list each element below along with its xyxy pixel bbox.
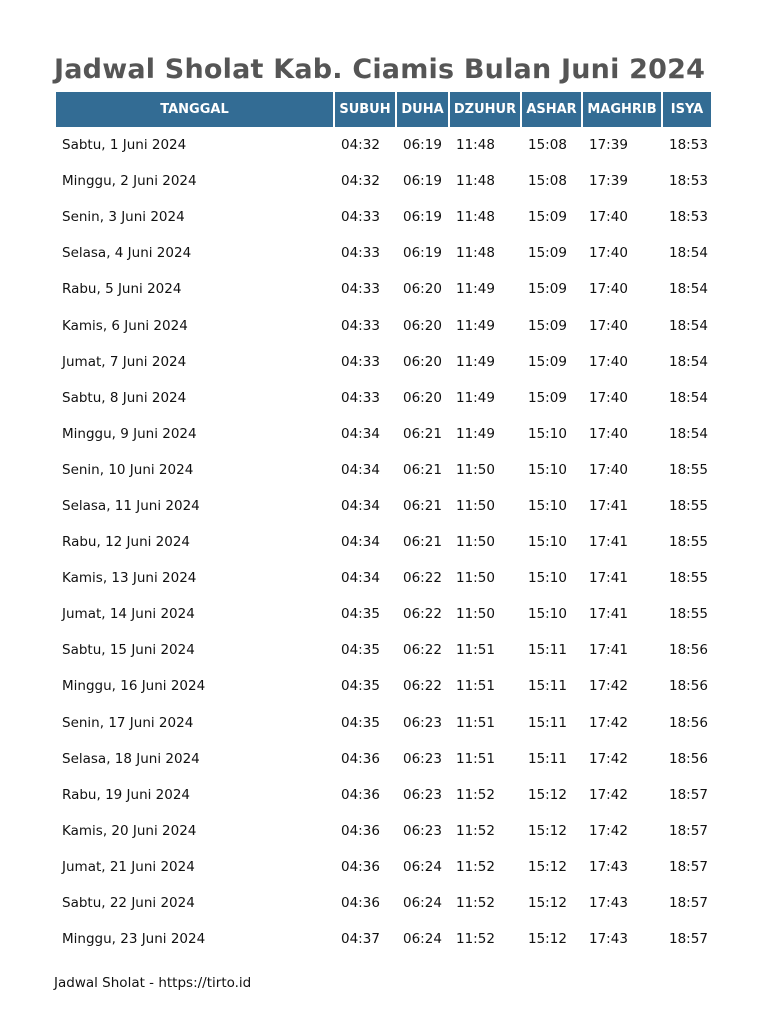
cell-dzuhur: 11:48 [456,245,495,262]
cell-duha: 06:23 [403,714,442,731]
cell-subuh: 04:36 [341,822,380,839]
cell-subuh: 04:35 [341,642,380,659]
page-title: Jadwal Sholat Kab. Ciamis Bulan Juni 2024 [54,54,706,85]
cell-ashar: 15:12 [528,786,567,803]
cell-isya: 18:56 [669,678,708,695]
cell-maghrib: 17:41 [589,570,628,587]
cell-isya: 18:55 [669,497,708,514]
table-row [56,921,711,957]
cell-maghrib: 17:40 [589,425,628,442]
cell-date: Jumat, 21 Juni 2024 [62,858,195,875]
cell-ashar: 15:10 [528,461,567,478]
cell-subuh: 04:34 [341,425,380,442]
table-row [56,163,711,199]
cell-duha: 06:21 [403,425,442,442]
cell-isya: 18:56 [669,714,708,731]
cell-duha: 06:21 [403,497,442,514]
cell-isya: 18:55 [669,534,708,551]
cell-subuh: 04:35 [341,714,380,731]
table-row [56,199,711,235]
cell-maghrib: 17:40 [589,353,628,370]
cell-isya: 18:54 [669,317,708,334]
cell-isya: 18:55 [669,570,708,587]
cell-maghrib: 17:41 [589,534,628,551]
cell-ashar: 15:08 [528,173,567,190]
header-row [56,92,711,127]
cell-dzuhur: 11:50 [456,570,495,587]
cell-isya: 18:56 [669,750,708,767]
cell-dzuhur: 11:49 [456,389,495,406]
cell-dzuhur: 11:52 [456,931,495,948]
cell-isya: 18:53 [669,173,708,190]
cell-date: Jumat, 7 Juni 2024 [62,353,187,370]
cell-isya: 18:53 [669,209,708,226]
cell-date: Rabu, 19 Juni 2024 [62,786,191,803]
cell-subuh: 04:33 [341,317,380,334]
cell-maghrib: 17:40 [589,317,628,334]
cell-subuh: 04:35 [341,606,380,623]
table-row [56,344,711,380]
cell-dzuhur: 11:52 [456,895,495,912]
table-row [56,560,711,596]
cell-date: Sabtu, 15 Juni 2024 [62,642,195,659]
cell-maghrib: 17:41 [589,642,628,659]
cell-maghrib: 17:39 [589,137,628,154]
table-row [56,668,711,704]
cell-maghrib: 17:42 [589,678,628,695]
cell-subuh: 04:36 [341,750,380,767]
cell-subuh: 04:36 [341,786,380,803]
cell-maghrib: 17:41 [589,606,628,623]
cell-ashar: 15:09 [528,317,567,334]
table-row [56,632,711,668]
cell-date: Minggu, 23 Juni 2024 [62,931,206,948]
cell-dzuhur: 11:49 [456,317,495,334]
cell-date: Jumat, 14 Juni 2024 [62,606,195,623]
cell-subuh: 04:34 [341,534,380,551]
cell-duha: 06:20 [403,281,442,298]
cell-duha: 06:22 [403,606,442,623]
cell-isya: 18:53 [669,137,708,154]
cell-subuh: 04:34 [341,461,380,478]
table-row [56,271,711,307]
cell-maghrib: 17:43 [589,895,628,912]
cell-duha: 06:21 [403,461,442,478]
table-row [56,488,711,524]
cell-maghrib: 17:43 [589,858,628,875]
cell-maghrib: 17:42 [589,822,628,839]
cell-dzuhur: 11:48 [456,209,495,226]
cell-duha: 06:20 [403,317,442,334]
table-row [56,127,711,163]
table-row [56,307,711,343]
source-footer: Jadwal Sholat - https://tirto.id [54,975,252,991]
table-row [56,416,711,452]
cell-isya: 18:57 [669,822,708,839]
cell-maghrib: 17:39 [589,173,628,190]
cell-ashar: 15:09 [528,389,567,406]
cell-date: Selasa, 4 Juni 2024 [62,245,192,262]
cell-ashar: 15:10 [528,534,567,551]
table-row [56,885,711,921]
cell-date: Kamis, 13 Juni 2024 [62,570,197,587]
cell-subuh: 04:36 [341,895,380,912]
cell-ashar: 15:09 [528,353,567,370]
column-header-ashar: ASHAR [522,92,583,127]
cell-dzuhur: 11:48 [456,173,495,190]
cell-subuh: 04:37 [341,931,380,948]
cell-duha: 06:19 [403,245,442,262]
cell-date: Kamis, 20 Juni 2024 [62,822,197,839]
cell-ashar: 15:12 [528,858,567,875]
column-header-subuh: SUBUH [335,92,397,127]
cell-duha: 06:20 [403,353,442,370]
cell-maghrib: 17:40 [589,461,628,478]
cell-dzuhur: 11:48 [456,137,495,154]
cell-duha: 06:23 [403,750,442,767]
cell-date: Minggu, 16 Juni 2024 [62,678,206,695]
cell-dzuhur: 11:51 [456,750,495,767]
cell-subuh: 04:33 [341,389,380,406]
cell-duha: 06:20 [403,389,442,406]
cell-isya: 18:57 [669,931,708,948]
cell-ashar: 15:09 [528,281,567,298]
cell-duha: 06:24 [403,895,442,912]
cell-ashar: 15:12 [528,931,567,948]
cell-dzuhur: 11:52 [456,786,495,803]
cell-subuh: 04:34 [341,570,380,587]
cell-dzuhur: 11:52 [456,858,495,875]
cell-subuh: 04:32 [341,137,380,154]
table-row [56,452,711,488]
cell-ashar: 15:11 [528,714,567,731]
cell-isya: 18:57 [669,895,708,912]
cell-dzuhur: 11:50 [456,606,495,623]
column-header-date: TANGGAL [56,92,335,127]
cell-isya: 18:56 [669,642,708,659]
cell-date: Senin, 3 Juni 2024 [62,209,185,226]
cell-maghrib: 17:42 [589,714,628,731]
table-row [56,705,711,741]
cell-maghrib: 17:42 [589,786,628,803]
cell-subuh: 04:33 [341,209,380,226]
cell-subuh: 04:33 [341,281,380,298]
cell-duha: 06:21 [403,534,442,551]
cell-duha: 06:19 [403,173,442,190]
cell-dzuhur: 11:50 [456,534,495,551]
cell-maghrib: 17:40 [589,209,628,226]
column-header-dzuhur: DZUHUR [450,92,522,127]
column-header-maghrib: MAGHRIB [583,92,663,127]
cell-isya: 18:54 [669,425,708,442]
cell-duha: 06:23 [403,822,442,839]
cell-date: Sabtu, 22 Juni 2024 [62,895,195,912]
cell-dzuhur: 11:51 [456,642,495,659]
cell-dzuhur: 11:50 [456,461,495,478]
cell-maghrib: 17:40 [589,281,628,298]
cell-duha: 06:19 [403,209,442,226]
cell-date: Senin, 10 Juni 2024 [62,461,194,478]
cell-dzuhur: 11:51 [456,678,495,695]
cell-date: Sabtu, 8 Juni 2024 [62,389,187,406]
cell-ashar: 15:11 [528,642,567,659]
cell-duha: 06:24 [403,931,442,948]
cell-maghrib: 17:40 [589,389,628,406]
cell-maghrib: 17:43 [589,931,628,948]
cell-date: Minggu, 2 Juni 2024 [62,173,197,190]
cell-duha: 06:22 [403,642,442,659]
table-row [56,524,711,560]
cell-subuh: 04:34 [341,497,380,514]
table-body [56,127,711,957]
cell-duha: 06:19 [403,137,442,154]
table-row [56,380,711,416]
cell-duha: 06:22 [403,678,442,695]
cell-isya: 18:54 [669,281,708,298]
cell-isya: 18:57 [669,858,708,875]
prayer-schedule-table [56,92,711,957]
cell-isya: 18:57 [669,786,708,803]
cell-date: Sabtu, 1 Juni 2024 [62,137,187,154]
cell-ashar: 15:10 [528,497,567,514]
cell-ashar: 15:09 [528,245,567,262]
cell-subuh: 04:33 [341,353,380,370]
cell-dzuhur: 11:52 [456,822,495,839]
cell-date: Rabu, 5 Juni 2024 [62,281,182,298]
cell-maghrib: 17:40 [589,245,628,262]
table-row [56,777,711,813]
table-row [56,741,711,777]
cell-ashar: 15:12 [528,822,567,839]
cell-dzuhur: 11:49 [456,425,495,442]
cell-ashar: 15:11 [528,678,567,695]
cell-isya: 18:54 [669,389,708,406]
cell-duha: 06:24 [403,858,442,875]
cell-maghrib: 17:41 [589,497,628,514]
cell-ashar: 15:08 [528,137,567,154]
cell-subuh: 04:36 [341,858,380,875]
cell-ashar: 15:11 [528,750,567,767]
cell-date: Kamis, 6 Juni 2024 [62,317,188,334]
table-row [56,813,711,849]
cell-isya: 18:55 [669,461,708,478]
cell-isya: 18:55 [669,606,708,623]
cell-dzuhur: 11:49 [456,353,495,370]
column-header-isya: ISYA [663,92,711,127]
cell-ashar: 15:10 [528,606,567,623]
cell-ashar: 15:10 [528,570,567,587]
table-row [56,596,711,632]
cell-date: Selasa, 11 Juni 2024 [62,497,200,514]
cell-duha: 06:23 [403,786,442,803]
cell-date: Minggu, 9 Juni 2024 [62,425,197,442]
cell-subuh: 04:35 [341,678,380,695]
cell-date: Rabu, 12 Juni 2024 [62,534,191,551]
cell-date: Senin, 17 Juni 2024 [62,714,194,731]
table-row [56,235,711,271]
cell-duha: 06:22 [403,570,442,587]
cell-subuh: 04:33 [341,245,380,262]
cell-dzuhur: 11:50 [456,497,495,514]
cell-isya: 18:54 [669,353,708,370]
cell-date: Selasa, 18 Juni 2024 [62,750,200,767]
table-header [56,92,711,127]
table-row [56,849,711,885]
cell-maghrib: 17:42 [589,750,628,767]
cell-isya: 18:54 [669,245,708,262]
cell-ashar: 15:10 [528,425,567,442]
column-header-duha: DUHA [397,92,450,127]
cell-ashar: 15:09 [528,209,567,226]
cell-dzuhur: 11:49 [456,281,495,298]
cell-ashar: 15:12 [528,895,567,912]
cell-subuh: 04:32 [341,173,380,190]
cell-dzuhur: 11:51 [456,714,495,731]
